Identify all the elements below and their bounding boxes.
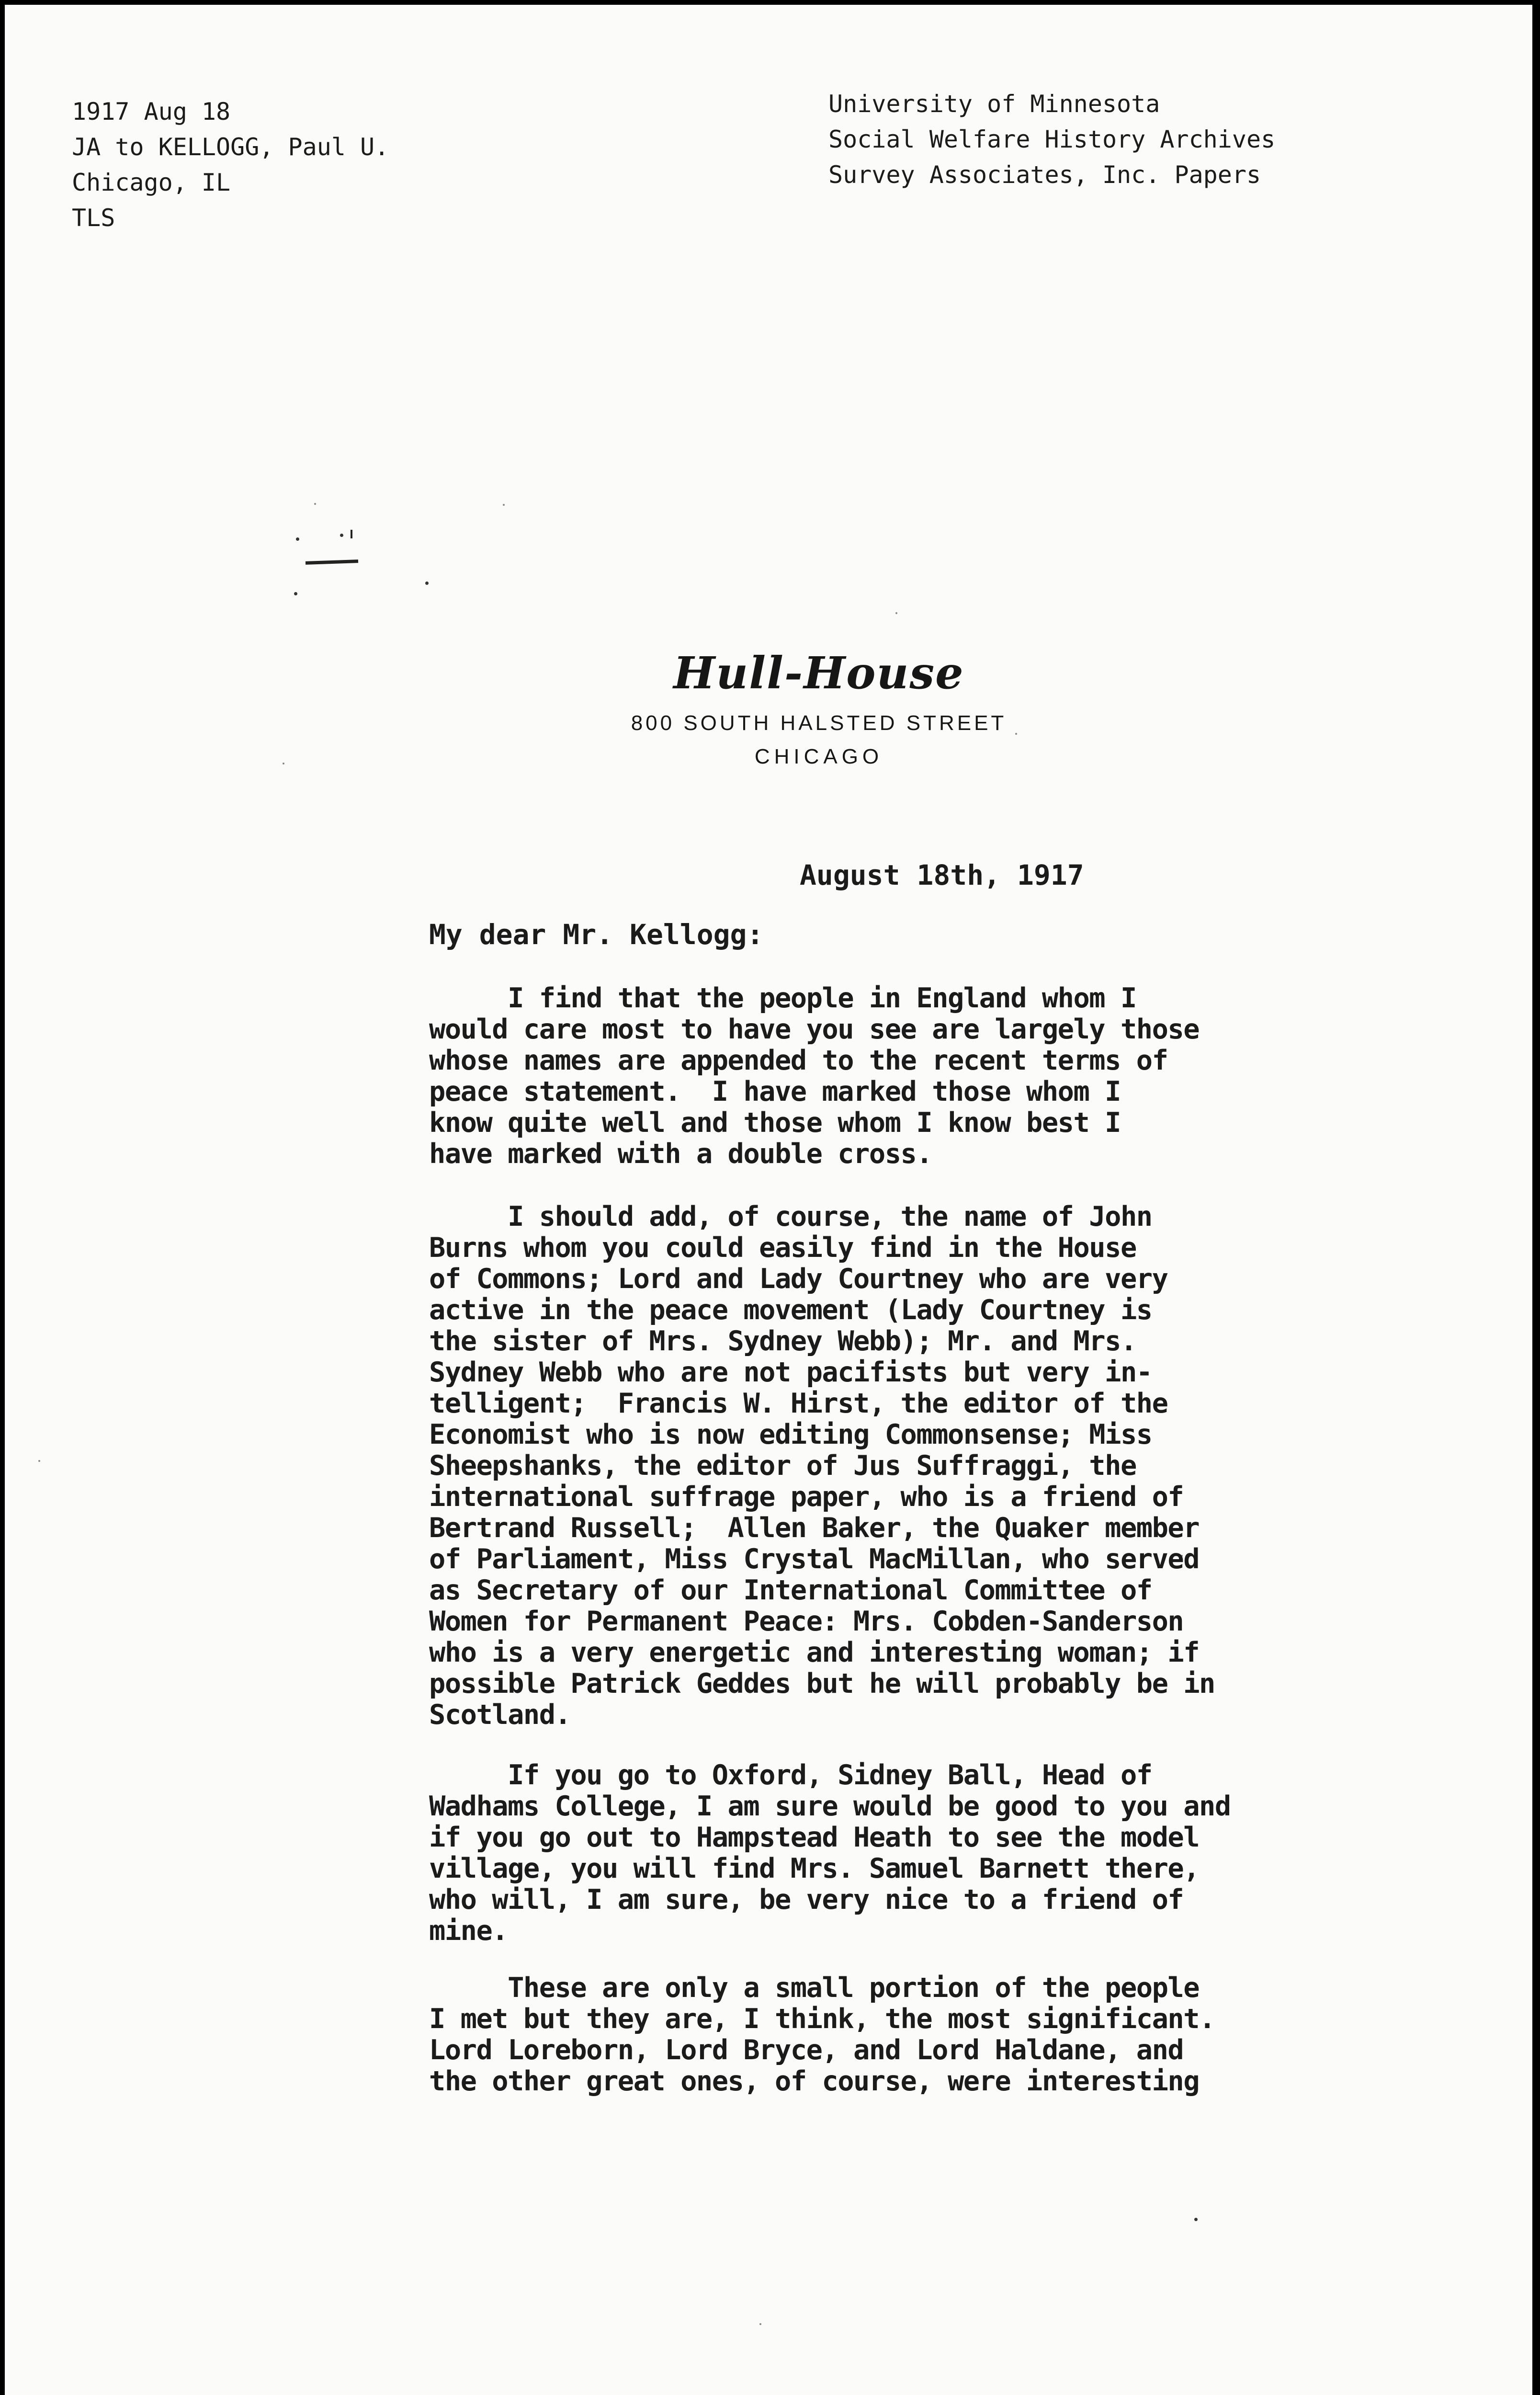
paragraph-3 [429,1760,1231,1947]
scan-mark [340,534,343,537]
text-line: telligent; Francis W. Hirst, the editor of the [429,1388,1168,1419]
text-line: who will, I am sure, be very nice to a friend of [429,1884,1184,1916]
archive-label-date: 1917 Aug 18 [72,98,231,125]
text-line: village, you will find Mrs. Samuel Barnett there, [429,1853,1200,1884]
text-line: Bertrand Russell; Allen Baker, the Quaker member [429,1512,1200,1544]
text-line: international suffrage paper, who is a friend of [429,1481,1184,1513]
text-line: Women for Permanent Peace: Mrs. Cobden-Sanderson [429,1606,1184,1637]
text-line: of Parliament, Miss Crystal MacMillan, who served [429,1543,1200,1575]
scan-mark [425,582,429,585]
text-line: who is a very energetic and interesting woman; if [429,1637,1200,1668]
text-line: as Secretary of our International Committee of [429,1574,1152,1606]
text-line: If you go to Oxford, Sidney Ball, Head of [429,1759,1152,1791]
text-line: know quite well and those whom I know best I [429,1107,1121,1139]
archive-label-place: Chicago, IL [72,169,231,196]
text-line: would care most to have you see are largely those [429,1014,1200,1045]
paragraph-2 [429,1201,1215,1731]
text-line: active in the peace movement (Lady Courtney is [429,1294,1152,1326]
text-line: Burns whom you could easily find in the House [429,1232,1136,1264]
text-line: Economist who is now editing Commonsense; Miss [429,1419,1152,1450]
text-line: mine. [429,1915,508,1947]
archive-label-type: TLS [72,204,115,232]
scan-speck [38,1460,40,1462]
text-line: the sister of Mrs. Sydney Webb); Mr. and Mrs. [429,1325,1136,1357]
archive-source-collection: Survey Associates, Inc. Papers [828,161,1261,189]
letterhead-street: 800 SOUTH HALSTED STREET [631,711,1007,735]
text-line: whose names are appended to the recent terms of [429,1045,1168,1076]
text-line: of Commons; Lord and Lady Courtney who are very [429,1263,1168,1295]
archive-source-archive: Social Welfare History Archives [828,125,1276,153]
text-line: have marked with a double cross. [429,1138,932,1170]
letterhead-city: CHICAGO [754,745,883,768]
text-line: I met but they are, I think, the most significant. [429,2003,1215,2035]
scan-mark [306,559,358,565]
scan-speck [895,612,897,614]
scan-speck [314,503,316,505]
text-line: peace statement. I have marked those whom I [429,1076,1121,1107]
scan-mark [294,592,297,595]
letter-page [5,5,1532,2395]
scan-mark [1194,2218,1198,2221]
text-line: Scotland. [429,1699,571,1731]
archive-label [72,94,389,236]
text-line: Sheepshanks, the editor of Jus Suffraggi, the [429,1450,1136,1482]
text-line: Sydney Webb who are not pacifists but very in- [429,1357,1152,1388]
scan-mark [296,537,299,541]
paragraph-4 [429,1973,1215,2097]
archive-source-institution: University of Minnesota [828,90,1160,118]
text-line: These are only a small portion of the people [429,1972,1200,2004]
paragraph-1 [429,983,1199,1170]
archive-label-correspondents: JA to KELLOGG, Paul U. [72,133,389,161]
text-line: Wadhams College, I am sure would be good to you and [429,1791,1231,1822]
scan-speck [283,763,284,764]
scan-speck [759,2323,761,2325]
text-line: I find that the people in England whom I [429,982,1136,1014]
text-line: I should add, of course, the name of John [429,1201,1152,1232]
letter-date: August 18th, 1917 [800,859,1084,891]
text-line: Lord Loreborn, Lord Bryce, and Lord Haldane, and [429,2034,1184,2066]
letterhead-name: Hull-House [673,647,964,699]
text-line: possible Patrick Geddes but he will probably be in [429,1668,1215,1699]
text-line: if you go out to Hampstead Heath to see the model [429,1822,1200,1853]
scan-speck [503,504,505,506]
text-line: the other great ones, of course, were interesting [429,2065,1200,2097]
archive-source [828,86,1275,193]
salutation: My dear Mr. Kellogg: [429,918,764,951]
scan-mark [351,530,352,538]
